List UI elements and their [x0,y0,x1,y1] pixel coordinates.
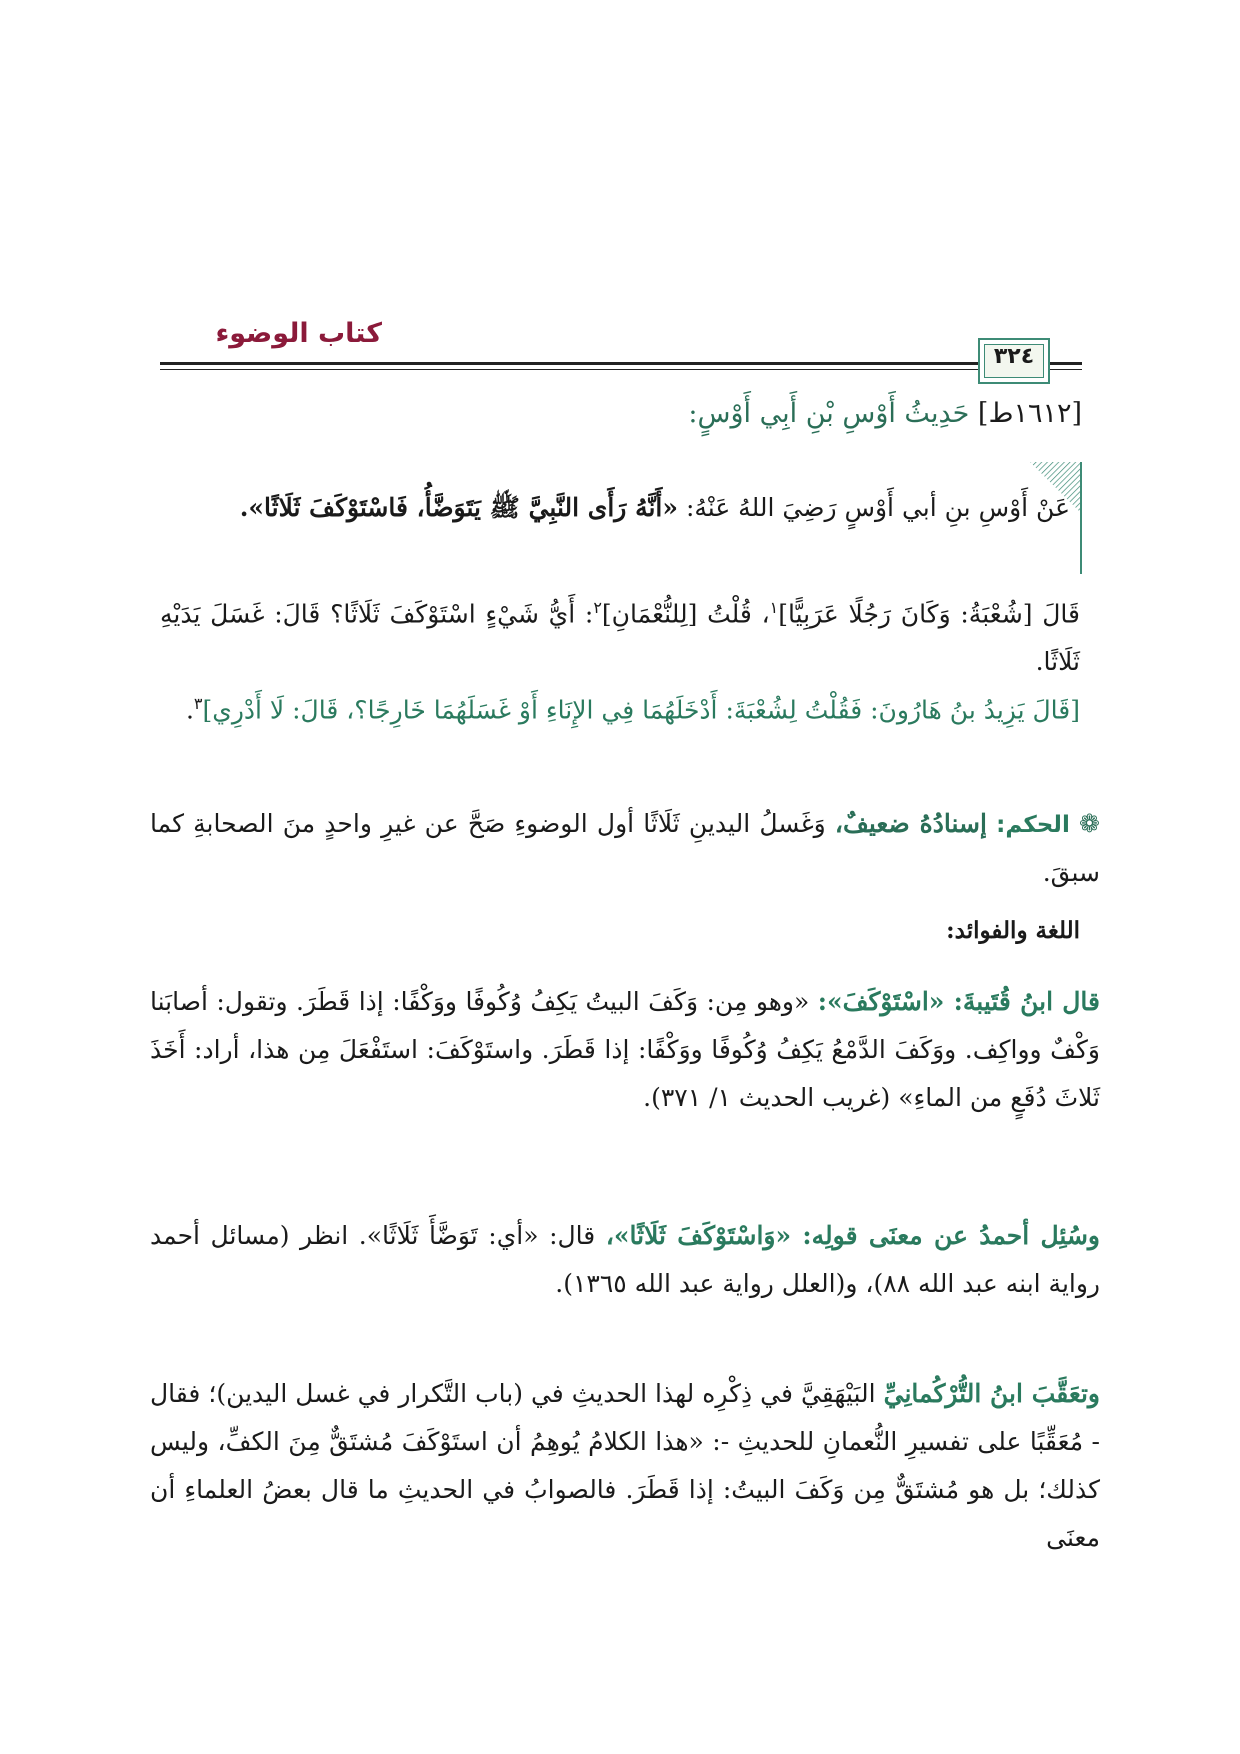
hadith-line-question: : أَيُّ شَيْءٍ اسْتَوْكَفَ ثَلَاثًا؟ قَالَ: غَسَلَ يَدَيْهِ ثَلَاثًا. [160,599,1080,677]
page-number-frame [978,338,1050,384]
header-rule-thin [160,369,1035,370]
paragraph-ibn-qutaybah-text: «وهو مِن: وَكَفَ البيتُ يَكِفُ وُكُوفًا ووَكْفًا: إذا قَطَرَ. وتقول: أصابَنا وَكْفٌ وواكِف. ووَكَفَ الدَّمْعُ يَكِفُ وُكُوفًا ووَكْفًا: إذا قَطَرَ. واستَوْكَفَ: استَفْعَلَ مِن هذا، أراد: أَخَذَ ثَلاثَ دُفَعٍ من الماءِ» (غريب الحديث ١/ ٣٧١). [150,987,1100,1112]
hadith-line-yazid: [قَالَ يَزِيدُ بنُ هَارُونَ: فَقُلْتُ لِشُعْبَةَ: أَدْخَلَهُمَا فِي الإِنَاءِ أَوْ غَسَلَهُمَا خَارِجًا؟، قَالَ: لَا أَدْرِي] [202,695,1080,725]
section-label [160,906,1080,955]
paragraph-ahmad-lead: وسُئِل أحمدُ عن معنَى قولِه: «وَاسْتَوْكَفَ ثَلَاثًا»، [605,1221,1100,1250]
hadith-commentary [160,584,1080,686]
paragraph-ibn-qutaybah-lead: قال ابنُ قُتَيبةَ: «اسْتَوْكَفَ»: [817,987,1100,1016]
page-number: ٣٢٤ [993,344,1035,369]
hadith-text [180,484,1070,532]
ruling-grade: إسنادُهُ ضعيفٌ، [834,809,987,838]
footnote-ref-3: ٣ [193,694,203,713]
hadith-heading [182,398,1082,429]
hadith-line-end: . [185,695,194,725]
paragraph-ahmad-text: قال: «أي: تَوَضَّأَ ثَلَاثًا». انظر (مسائل أحمد رواية ابنه عبد الله ٨٨)، و(العلل رواية عبد الله ١٣٦٥). [150,1221,1100,1298]
hadith-addition [160,680,1080,734]
ruling-label: الحكم: [996,812,1070,838]
book-title: كتاب الوضوء [215,318,382,349]
paragraph-ahmad [150,1212,1100,1308]
header-rule-thick [160,362,1035,365]
hadith-title: حَدِيثُ أَوْسِ بْنِ أَبِي أَوْسٍ: [688,398,970,429]
hadith-matn: «أَنَّهُ رَأَى النَّبِيَّ ﷺ يَتَوَضَّأُ، فَاسْتَوْكَفَ ثَلَاثًا». [239,493,678,522]
paragraph-turkmani-lead: وتعَقَّبَ ابنُ التُّرْكُمانِيِّ [883,1379,1100,1408]
footnote-ref-2: ٢ [593,598,602,617]
paragraph-ibn-qutaybah [150,978,1100,1122]
hadith-narrator: عَنْ أَوْسِ بنِ أبي أَوْسٍ رَضِيَ اللهُ عَنْهُ: [685,493,1070,522]
paragraph-turkmani-text: البَيْهَقِيَّ في ذِكْرِه لهذا الحديثِ في (باب التَّكرار في غسل اليدين)؛ فقال - مُعَقِّبًا على تفسيرِ النُّعمانِ للحديثِ -: «هذا الكلامُ يُوهِمُ أن استَوْكَفَ مُشتَقٌّ مِنَ الكفِّ، وليس كذلك؛ بل هو مُشتَقٌّ مِن وَكَفَ البيتُ: إذا قَطَرَ. فالصوابُ في الحديثِ ما قال بعضُ العلماءِ أن معنَى [150,1379,1100,1552]
ruling-paragraph [150,800,1100,897]
section-label-text: اللغة والفوائد: [946,917,1080,944]
ruling-text: وَغَسلُ اليدينِ ثَلَاثًا أول الوضوءِ صَحَّ عن غيرِ واحدٍ منَ الصحابةِ كما سبقَ. [150,809,1100,887]
footnote-ref-1: ١ [769,598,779,617]
paragraph-turkmani [150,1370,1100,1562]
hadith-line-shuba: قَالَ [شُعْبَةُ: وَكَانَ رَجُلًا عَرَبِيًّا] [778,599,1080,629]
header-rule-right-thin [1050,369,1082,370]
flower-ornament-icon: ❁ [1079,809,1100,838]
header-rule-right-thick [1050,362,1082,365]
hadith-line-numan: ، قُلْتُ [لِلنُّعْمَانِ] [601,599,770,629]
hadith-number: [١٦١٢ط] [977,398,1082,429]
